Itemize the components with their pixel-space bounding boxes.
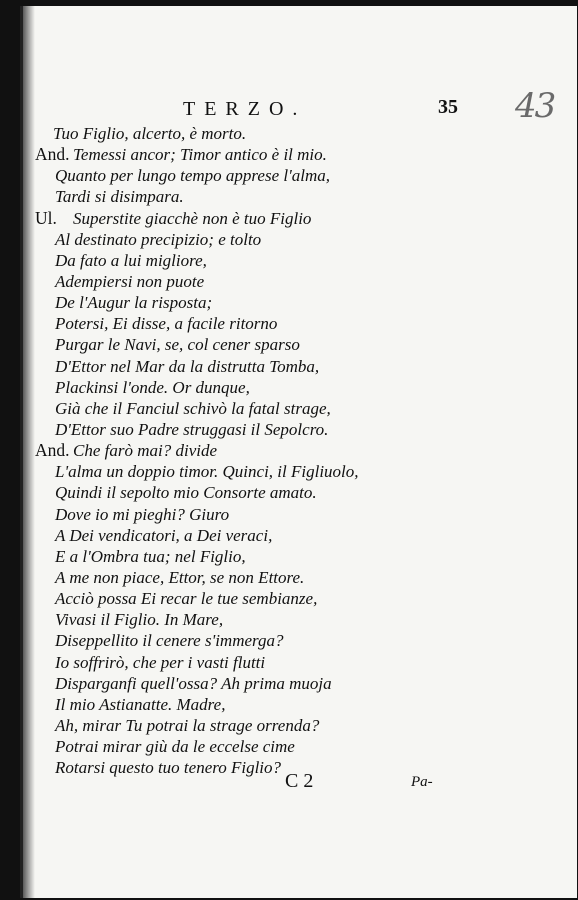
verse-text: Superstite giacchè non è tuo Figlio xyxy=(73,208,312,228)
verse-line xyxy=(23,652,577,673)
verse-line xyxy=(23,334,577,355)
speaker-label: Ul. xyxy=(35,207,57,228)
speaker-label: And. xyxy=(35,144,70,165)
verse-text: Rotarsi questo tuo tenero Figlio? xyxy=(55,758,282,778)
verse-line xyxy=(23,630,577,651)
verse-text: E a l'Ombra tua; nel Figlio, xyxy=(55,546,246,566)
verse-text: De l'Augur la risposta; xyxy=(55,293,213,313)
verse-line xyxy=(23,123,577,144)
verse-line xyxy=(23,736,577,757)
verse-text: Dove io mi pieghi? Giuro xyxy=(55,504,230,524)
verse-line xyxy=(23,165,577,186)
verse-text: Tuo Figlio, alcerto, è morto. xyxy=(53,124,247,143)
verse-text: D'Ettor suo Padre struggasi il Sepolcro. xyxy=(55,419,329,439)
verse-line xyxy=(23,144,577,165)
verse-line xyxy=(23,588,577,609)
verse-line xyxy=(23,229,577,250)
verse-line xyxy=(23,208,577,229)
verse-line xyxy=(23,398,577,419)
verse-line xyxy=(23,609,577,630)
verse-text: Già che il Fanciul schivò la fatal strage, xyxy=(55,398,331,418)
verse-text: D'Ettor nel Mar da la distrutta Tomba, xyxy=(55,356,320,376)
verse-text: Adempiersi non puote xyxy=(55,271,205,291)
verse-line xyxy=(23,356,577,377)
verse-text: Diseppellito il cenere s'immerga? xyxy=(55,631,284,651)
verse-line xyxy=(23,694,577,715)
verse-line xyxy=(23,250,577,271)
verse-text: Ah, mirar Tu potrai la strage orrenda? xyxy=(55,715,320,735)
page-number: 35 xyxy=(438,96,458,118)
verse-line xyxy=(23,525,577,546)
verse-line xyxy=(23,673,577,694)
verse-line xyxy=(23,715,577,736)
verse-line xyxy=(23,546,577,567)
verse-text: Disparganfi quell'ossa? Ah prima muoja xyxy=(55,673,332,693)
verse-text: Potrai mirar giù da le eccelse cime xyxy=(55,737,295,757)
verse-text: L'alma un doppio timor. Quinci, il Figliuolo, xyxy=(55,462,359,482)
verse-line xyxy=(23,186,577,207)
verse-text: Da fato a lui migliore, xyxy=(55,250,207,270)
catchword: Pa- xyxy=(411,774,433,790)
page-footer xyxy=(23,770,577,800)
running-head: TERZO. xyxy=(183,98,307,120)
verse-text: Che farò mai? divide xyxy=(73,441,218,461)
verse-line xyxy=(23,440,577,461)
verse-line xyxy=(23,567,577,588)
verse-line xyxy=(23,419,577,440)
verse-text: A Dei vendicatori, a Dei veraci, xyxy=(55,525,273,545)
verse-text: Temessi ancor; Timor antico è il mio. xyxy=(73,145,327,165)
verse-text: A me non piace, Ettor, se non Ettore. xyxy=(55,567,305,587)
verse-text: Quanto per lungo tempo apprese l'alma, xyxy=(55,166,330,186)
verse-text: Acciò possa Ei recar le tue sembianze, xyxy=(55,589,318,609)
verse-line xyxy=(23,313,577,334)
verse-line xyxy=(23,271,577,292)
verse-line xyxy=(23,461,577,482)
verse-text: Tardi si disimpara. xyxy=(55,187,184,207)
verse-text: Al destinato precipizio; e tolto xyxy=(55,229,262,249)
verse-block xyxy=(23,123,577,778)
verse-text: Quindi il sepolto mio Consorte amato. xyxy=(55,483,317,503)
verse-line xyxy=(23,292,577,313)
handwritten-folio-number: 43 xyxy=(515,86,555,126)
book-page xyxy=(20,6,577,898)
verse-text: Vivasi il Figlio. In Mare, xyxy=(55,610,224,630)
verse-text: Potersi, Ei disse, a facile ritorno xyxy=(55,314,278,334)
verse-text: Il mio Astianatte. Madre, xyxy=(55,694,226,714)
verse-line xyxy=(23,377,577,398)
signature-mark: C 2 xyxy=(285,770,314,792)
verse-text: Io soffrirò, che per i vasti flutti xyxy=(55,652,266,672)
verse-text: Purgar le Navi, se, col cener sparso xyxy=(55,335,300,355)
verse-text: Plackinsi l'onde. Or dunque, xyxy=(55,377,250,397)
verse-line xyxy=(23,504,577,525)
verse-line xyxy=(23,482,577,503)
speaker-label: And. xyxy=(35,440,70,461)
